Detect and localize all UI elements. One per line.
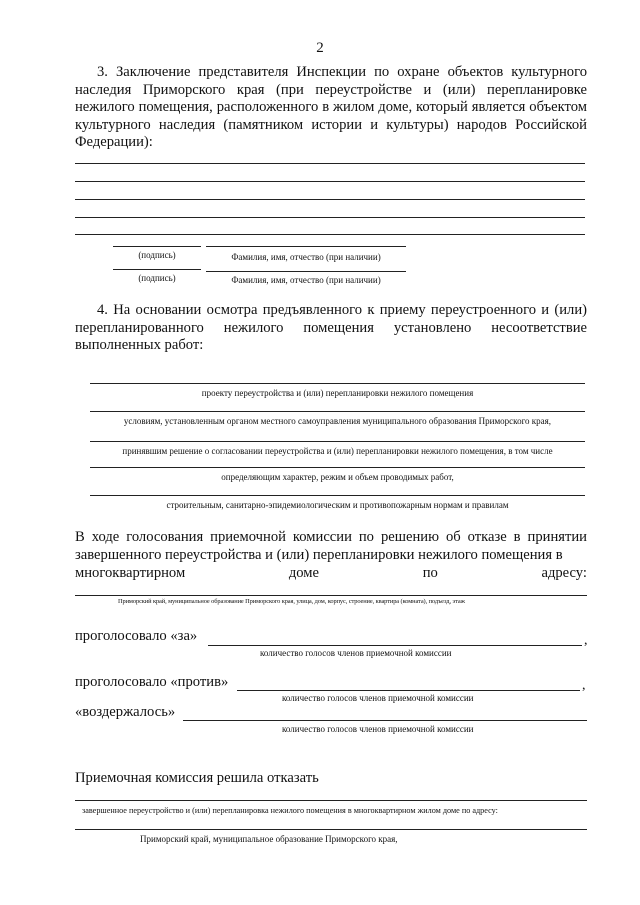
fill-line: [75, 163, 585, 164]
abstained-caption: количество голосов членов приемочной комиссии: [282, 724, 474, 734]
voted-against-caption: количество голосов членов приемочной комиссии: [282, 693, 474, 703]
voted-for-comma: ,: [584, 633, 588, 648]
voted-for-caption: количество голосов членов приемочной комиссии: [260, 648, 452, 658]
fill-line: [75, 234, 585, 235]
decision-line: [75, 829, 587, 830]
voted-against-comma: ,: [582, 678, 586, 693]
signature-caption: (подпись): [138, 250, 176, 260]
voting-intro: В ходе голосования приемочной комиссии по решению об отказе в принятии завершенного переустройства и (или) перепланировки нежилого помещения в: [75, 529, 587, 563]
caption-conditions: условиям, установленным органом местного самоуправления муниципального образования Приморского края,: [123, 416, 552, 426]
name-line: [206, 271, 406, 272]
fill-line: [90, 495, 585, 496]
page-number: 2: [316, 40, 324, 56]
caption-decision: принявшим решение о согласовании переустройства и (или) перепланировки нежилого помещения, в том числе: [122, 446, 553, 456]
section-4-text: 4. На основании осмотра предъявленного к приему переустроенного и (или) перепланированного нежилого помещения установлено несоответствие выполненных работ:: [75, 302, 587, 354]
caption-character: определяющим характер, режим и объем проводимых работ,: [221, 472, 454, 482]
caption-norms: строительным, санитарно-эпидемиологическим и противопожарным нормам и правилам: [166, 500, 509, 510]
signature-line: [113, 269, 201, 270]
caption-project: проекту переустройства и (или) перепланировки нежилого помещения: [201, 388, 474, 398]
decision-line: [75, 800, 587, 801]
abstained-label: «воздержалось»: [75, 704, 176, 720]
fill-line: [75, 217, 585, 218]
voted-for-line: [208, 645, 582, 646]
word-address: адресу:: [541, 565, 587, 581]
fill-line: [75, 181, 585, 182]
decision-caption-1: завершенное переустройство и (или) перепланировка нежилого помещения в многоквартирном жилом доме по адресу:: [82, 806, 498, 815]
fill-line: [90, 467, 585, 468]
fill-line: [75, 199, 585, 200]
voted-for-label: проголосовало «за»: [75, 628, 198, 644]
decision-caption-2: Приморский край, муниципальное образование Приморского края,: [140, 834, 398, 844]
section-3-paragraph: [75, 64, 587, 152]
section-3-text: 3. Заключение представителя Инспекции по охране объектов культурного наследия Приморского края (при переустройстве и (или) перепланировке нежилого помещения, расположенного в жилом доме, который является объектом культурного наследия (памятником истории и культуры) народов Российской Федерации):: [75, 64, 587, 151]
voted-against-label: проголосовало «против»: [75, 674, 229, 690]
abstained-line: [183, 720, 587, 721]
signature-caption: (подпись): [138, 273, 176, 283]
signature-line: [113, 246, 201, 247]
fill-line: [90, 411, 585, 412]
name-line: [206, 246, 406, 247]
address-line: [75, 595, 587, 596]
word-multi-apartment: многоквартирном: [75, 565, 186, 581]
fill-line: [90, 441, 585, 442]
voted-against-line: [237, 690, 580, 691]
voting-last-line: [75, 565, 587, 582]
section-4-paragraph: [75, 302, 587, 355]
word-house: доме: [288, 565, 320, 581]
name-caption: Фамилия, имя, отчество (при наличии): [231, 275, 381, 285]
decision-title: Приемочная комиссия решила отказать: [75, 770, 319, 786]
name-caption: Фамилия, имя, отчество (при наличии): [231, 252, 381, 262]
address-caption: Приморский край, муниципальное образование Приморского края, улица, дом, корпус, строение, квартира (комната), подъезд, этаж: [118, 598, 465, 605]
fill-line: [90, 383, 585, 384]
word-by: по: [422, 565, 438, 581]
